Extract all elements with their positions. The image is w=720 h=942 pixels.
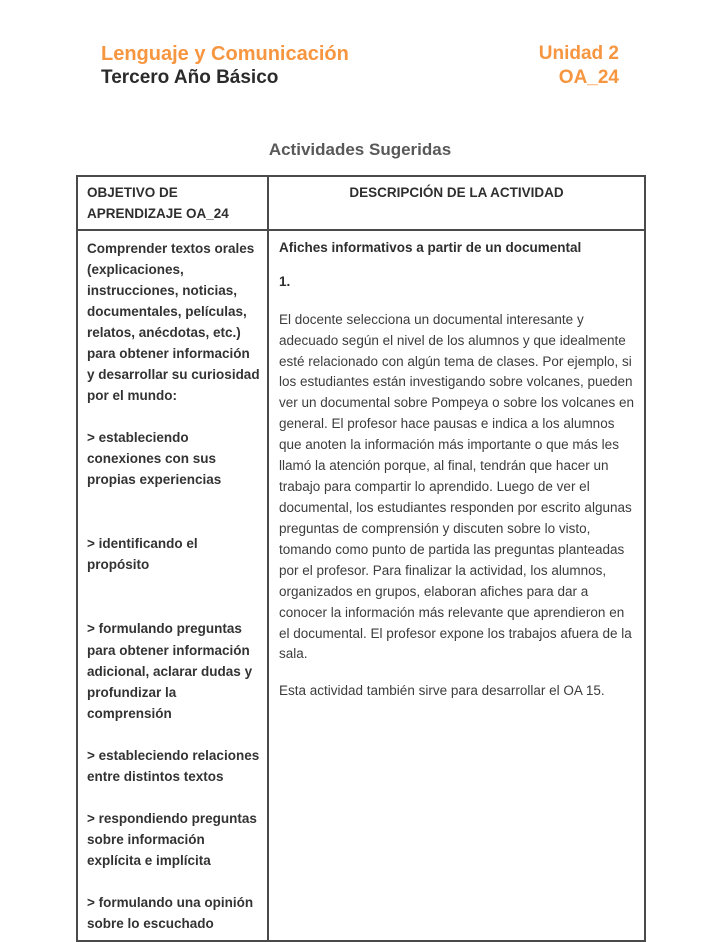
page-title: Actividades Sugeridas bbox=[268, 140, 452, 159]
objective-column-header: OBJETIVO DE APRENDIZAJE OA_24 bbox=[77, 176, 268, 230]
objective-intro: Comprender textos orales (explicaciones, instrucciones, noticias, documentales, películas, relatos, anécdotas, etc.) para obtener información y desarrollar su curiosidad por el mundo: bbox=[87, 240, 260, 404]
header-left-block bbox=[101, 42, 349, 90]
objective-bullet: > formulando una opinión sobre lo escuchado bbox=[87, 894, 254, 931]
objective-bullet: > formulando preguntas para obtener información adicional, aclarar dudas y profundizar la comprensión bbox=[87, 621, 253, 721]
activities-table bbox=[76, 175, 646, 942]
activity-number: 1. bbox=[279, 273, 291, 289]
objective-bullet: > respondiendo preguntas sobre información explícita e implícita bbox=[87, 810, 257, 868]
document-header bbox=[101, 42, 619, 90]
table-body-row bbox=[77, 230, 645, 941]
grade-level: Tercero Año Básico bbox=[101, 67, 279, 88]
activity-note: Esta actividad también sirve para desarrollar el OA 15. bbox=[279, 683, 605, 699]
objective-bullet: > estableciendo conexiones con sus propias experiencias bbox=[87, 430, 222, 488]
table-header-row bbox=[77, 176, 645, 230]
subject-title: Lenguaje y Comunicación bbox=[101, 43, 349, 65]
activity-paragraph: El docente selecciona un documental interesante y adecuado según el nivel de los alumnos y que idealmente esté relacionado con algún tema de clases. Por ejemplo, si los estudiantes están investigando sobre volcanes, pueden ver un documental sobre Pompeya o sobre los volcanes en general. El profesor hace pausas e indica a los alumnos que anoten la información más importante o que más les llamó la atención porque, al final, tendrán que hacer un trabajo para compartir lo aprendido. Luego de ver el documental, los estudiantes responden por escrito algunas preguntas de comprensión y discuten sobre lo visto, tomando como punto de partida las preguntas planteadas por el profesor. Para finalizar la actividad, los alumnos, organizados en grupos, elaboran afiches para dar a conocer la información más relevante que aprendieron en el documental. El profesor expone los trabajos afuera de la sala. bbox=[279, 311, 634, 662]
objective-cell bbox=[77, 230, 268, 941]
header-right-block bbox=[539, 42, 619, 90]
activity-heading: Afiches informativos a partir de un documental bbox=[279, 239, 582, 255]
description-column-header: DESCRIPCIÓN DE LA ACTIVIDAD bbox=[268, 176, 645, 230]
unit-label: Unidad 2 bbox=[538, 43, 619, 64]
oa-code-label: OA_24 bbox=[558, 67, 619, 89]
objective-bullet: > estableciendo relaciones entre distintos textos bbox=[87, 747, 260, 784]
objective-bullet: > identificando el propósito bbox=[87, 536, 198, 573]
activity-description-cell bbox=[268, 230, 645, 941]
